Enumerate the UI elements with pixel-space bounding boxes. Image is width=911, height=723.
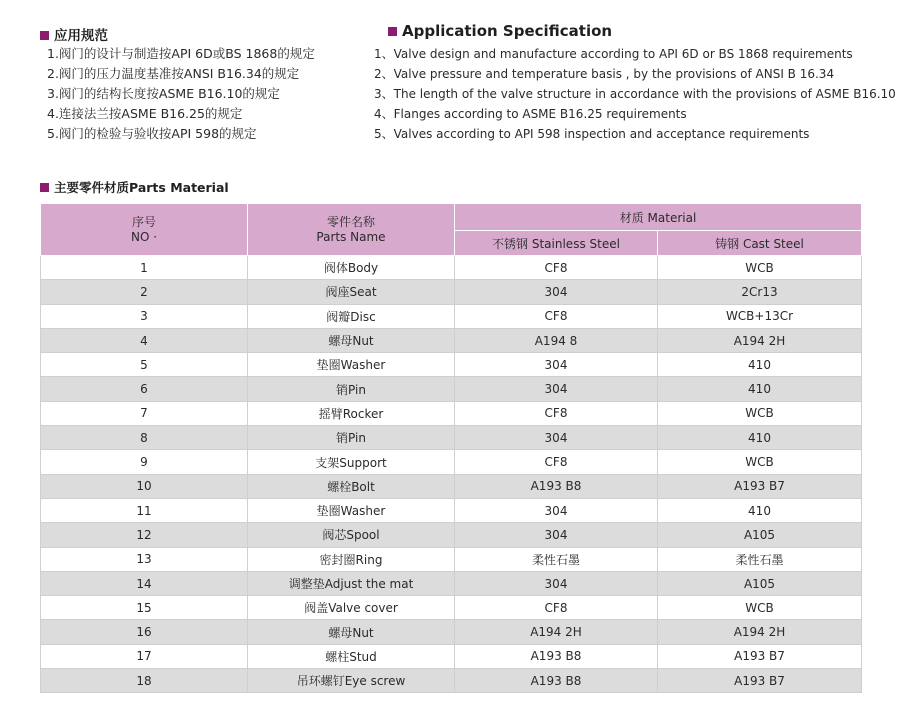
cell-cast-steel: WCB+13Cr [658,304,862,328]
cell-stainless-steel: 304 [455,523,658,547]
cell-cast-steel: A193 B7 [658,644,862,668]
cell-part-name: 阀瓣Disc [248,304,455,328]
cell-cast-steel: 2Cr13 [658,280,862,304]
cell-part-name: 调整垫Adjust the mat [248,571,455,595]
cell-no: 2 [41,280,248,304]
cell-no: 3 [41,304,248,328]
cell-cast-steel: WCB [658,596,862,620]
cell-no: 11 [41,498,248,522]
cell-no: 13 [41,547,248,571]
table-row [41,401,862,425]
cell-stainless-steel: CF8 [455,450,658,474]
cn-spec-item: 2.阀门的压力温度基准按ANSI B16.34的规定 [47,66,300,81]
cell-cast-steel: A105 [658,523,862,547]
header-name-en: Parts Name [316,229,386,244]
table-row [41,547,862,571]
en-heading-text: Application Specification [402,22,613,40]
cell-part-name: 螺柱Stud [248,644,455,668]
header-no [41,204,248,256]
header-no-en: NO · [130,229,158,244]
cell-cast-steel: A194 2H [658,620,862,644]
header-parts-name [248,204,455,256]
cell-part-name: 阀盖Valve cover [248,596,455,620]
cell-stainless-steel: 304 [455,377,658,401]
header-stainless-steel: 不锈钢 Stainless Steel [455,231,658,256]
cell-stainless-steel: CF8 [455,401,658,425]
table-row [41,669,862,693]
header-material: 材质 Material [455,204,862,231]
table-row [41,377,862,401]
parts-table-body [41,256,862,693]
cell-stainless-steel: 304 [455,426,658,450]
header-name-cn: 零件名称 [326,214,375,229]
cell-part-name: 螺栓Bolt [248,474,455,498]
en-spec-item: 3、The length of the valve structure in accordance with the provisions of ASME B16.10 [374,87,896,101]
table-row [41,644,862,668]
cn-spec-item: 5.阀门的检验与验收按API 598的规定 [47,126,257,141]
heading-square-icon [40,31,49,40]
parts-section-heading [40,178,229,196]
parts-heading-text: 主要零件材质Parts Material [54,180,229,195]
cell-part-name: 销Pin [248,377,455,401]
cell-stainless-steel: 304 [455,280,658,304]
cell-cast-steel: A193 B7 [658,474,862,498]
cell-no: 9 [41,450,248,474]
cn-section-heading [40,24,108,44]
cell-cast-steel: 410 [658,426,862,450]
cell-stainless-steel: A193 B8 [455,474,658,498]
cell-cast-steel: 410 [658,377,862,401]
cell-no: 4 [41,328,248,352]
cell-stainless-steel: 304 [455,498,658,522]
cell-no: 17 [41,644,248,668]
cell-part-name: 吊环螺钉Eye screw [248,669,455,693]
en-spec-item: 4、Flanges according to ASME B16.25 requirements [374,107,687,121]
cell-stainless-steel: 304 [455,353,658,377]
cn-heading-text: 应用规范 [54,28,108,44]
cell-stainless-steel: CF8 [455,596,658,620]
cn-spec-item: 3.阀门的结构长度按ASME B16.10的规定 [47,86,280,101]
en-spec-item: 1、Valve design and manufacture according to API 6D or BS 1868 requirements [374,47,853,61]
cn-spec-item: 1.阀门的设计与制造按API 6D或BS 1868的规定 [47,46,315,61]
cn-spec-item: 4.连接法兰按ASME B16.25的规定 [47,106,243,121]
cell-part-name: 垫圈Washer [248,353,455,377]
cell-no: 8 [41,426,248,450]
en-section-heading [388,22,612,40]
table-row [41,571,862,595]
cell-no: 10 [41,474,248,498]
header-cast-steel: 铸钢 Cast Steel [658,231,862,256]
cell-cast-steel: 410 [658,353,862,377]
cell-cast-steel: 410 [658,498,862,522]
table-row [41,328,862,352]
cell-part-name: 垫圈Washer [248,498,455,522]
cell-stainless-steel: A193 B8 [455,669,658,693]
cell-part-name: 销Pin [248,426,455,450]
cell-no: 6 [41,377,248,401]
heading-square-icon [40,183,49,192]
cell-stainless-steel: A194 8 [455,328,658,352]
cell-cast-steel: 柔性石墨 [658,547,862,571]
cell-stainless-steel: A193 B8 [455,644,658,668]
cell-no: 15 [41,596,248,620]
cell-cast-steel: WCB [658,256,862,280]
cell-stainless-steel: 柔性石墨 [455,547,658,571]
table-row [41,426,862,450]
cell-cast-steel: A193 B7 [658,669,862,693]
cell-cast-steel: A105 [658,571,862,595]
cell-stainless-steel: A194 2H [455,620,658,644]
table-row [41,256,862,280]
cell-cast-steel: WCB [658,450,862,474]
table-row [41,620,862,644]
cell-no: 1 [41,256,248,280]
cell-part-name: 密封圈Ring [248,547,455,571]
cell-no: 14 [41,571,248,595]
cell-stainless-steel: CF8 [455,304,658,328]
en-spec-item: 5、Valves according to API 598 inspection and acceptance requirements [374,127,810,141]
table-row [41,596,862,620]
cell-no: 18 [41,669,248,693]
cell-part-name: 摇臂Rocker [248,401,455,425]
cell-no: 12 [41,523,248,547]
cell-no: 5 [41,353,248,377]
parts-material-table [40,203,862,693]
cell-part-name: 螺母Nut [248,620,455,644]
table-row [41,523,862,547]
en-spec-item: 2、Valve pressure and temperature basis , by the provisions of ANSI B 16.34 [374,67,835,81]
table-row [41,474,862,498]
cell-stainless-steel: 304 [455,571,658,595]
header-no-cn: 序号 [131,214,156,229]
cell-cast-steel: WCB [658,401,862,425]
cell-part-name: 阀体Body [248,256,455,280]
cell-no: 7 [41,401,248,425]
table-row [41,304,862,328]
cell-no: 16 [41,620,248,644]
heading-square-icon [388,27,397,36]
cell-part-name: 阀芯Spool [248,523,455,547]
table-row [41,450,862,474]
table-row [41,280,862,304]
cell-part-name: 支架Support [248,450,455,474]
cell-part-name: 阀座Seat [248,280,455,304]
table-row [41,353,862,377]
cell-cast-steel: A194 2H [658,328,862,352]
en-spec-list [374,44,896,144]
table-row [41,498,862,522]
cell-stainless-steel: CF8 [455,256,658,280]
cn-spec-list [47,44,315,144]
cell-part-name: 螺母Nut [248,328,455,352]
